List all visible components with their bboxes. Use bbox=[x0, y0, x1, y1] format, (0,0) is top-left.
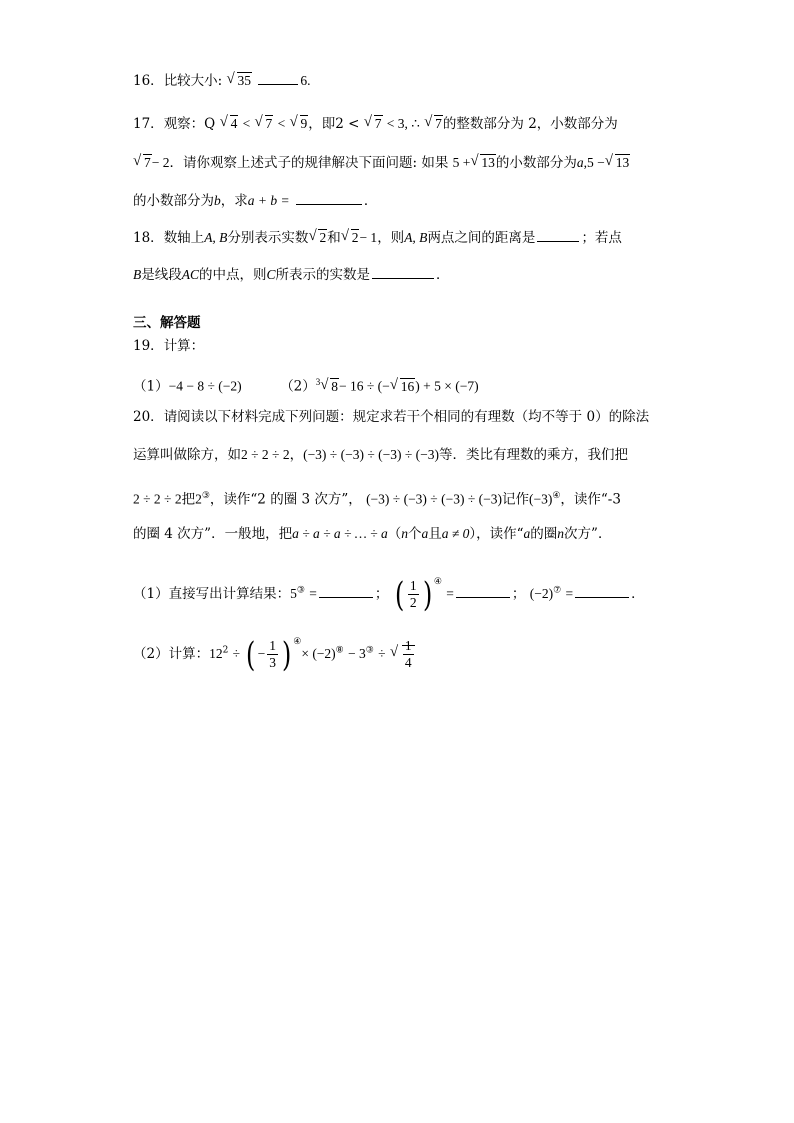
question-17-line1: 17．观察：Q √ 4 < √ 7 < √ 9，即2 < √ 7 < 3, ∴ √ 7的整数部分为 2，小数部分为 bbox=[133, 113, 618, 135]
q16-number: 16． bbox=[133, 73, 164, 89]
sqrt-symbol: √ 16 bbox=[391, 376, 416, 398]
question-17-line2: √ 7− 2．请你观察上述式子的规律解决下面问题: 如果 5 +√ 13的小数部分为a,5 −√ 13 bbox=[133, 152, 630, 174]
question-19-parts: （1）−4 − 8 ÷ (−2) $(2)^3√$ 8− 16 ÷ (−√ 16) + 5 × (−7) bbox=[133, 371, 479, 398]
sqrt-symbol: √ 7 bbox=[365, 113, 383, 135]
answer-blank[interactable] bbox=[258, 70, 298, 85]
fraction: $\frac{1}{3}$ bbox=[269, 638, 276, 670]
question-20-part1: （1）直接写出计算结果：5③ = ； ( $\frac{1}{2}$ ) ④ = ； (−2)⑦ = ． bbox=[133, 574, 645, 615]
sqrt-symbol: √ 2 bbox=[309, 227, 327, 249]
answer-blank[interactable] bbox=[537, 227, 579, 242]
section-heading: 三、解答题 bbox=[133, 315, 201, 331]
question-20-line1: 20．请阅读以下材料完成下列问题：规定求若干个相同的有理数（均不等于 0）的除法 bbox=[133, 409, 650, 425]
question-20-line4: 的圈 4 次方”．一般地，把a ÷ a ÷ a ÷ … ÷ a（n个a且a ≠ 0），读作“a的圈n次方”． bbox=[133, 526, 612, 542]
question-18-line1: 18．数轴上A, B分别表示实数√ 2和√ 2− 1，则A, B两点之间的距离是 ；若点 bbox=[133, 227, 622, 249]
cube-root-symbol: √ 8 bbox=[321, 376, 339, 398]
sqrt-symbol: √ 13 bbox=[606, 152, 631, 174]
q16-text: 比较大小: bbox=[163, 73, 223, 89]
sqrt-symbol: √ 2 bbox=[342, 227, 360, 249]
sqrt-symbol: √ 7 bbox=[425, 113, 443, 135]
sqrt-symbol: √ 4 bbox=[221, 113, 239, 135]
answer-blank[interactable] bbox=[296, 190, 362, 205]
answer-blank[interactable] bbox=[575, 583, 629, 598]
sqrt-symbol: √ 35 bbox=[228, 70, 253, 92]
fraction: $\frac{1}{2}$ bbox=[409, 578, 417, 610]
answer-blank[interactable] bbox=[456, 583, 510, 598]
sqrt-symbol: √ 13 bbox=[471, 152, 496, 174]
answer-blank[interactable] bbox=[372, 264, 434, 279]
question-16: 16．比较大小: √ 35 6. bbox=[133, 70, 310, 92]
question-17-line3: 的小数部分为b，求a + b = ． bbox=[133, 190, 377, 212]
question-19: 19．计算： bbox=[133, 338, 205, 354]
sqrt-symbol: √ $\frac{1}{4}$ bbox=[391, 632, 415, 676]
question-20-line2: 运算叫做除方，如2 ÷ 2 ÷ 2，(−3) ÷ (−3) ÷ (−3) ÷ (−3)等．类比有理数的乘方，我们把 bbox=[133, 447, 628, 463]
sqrt-symbol: √ 7 bbox=[134, 152, 152, 174]
question-20-line3: 2 ÷ 2 ÷ 2把2③，读作“2 的圈 3 次方”， (−3) ÷ (−3) ÷ (−3) ÷ (−3)记作(−3)④，读作“-3 bbox=[133, 491, 621, 508]
question-20-part2: （2）计算：$12^2$ ÷ ( − $\frac{1}{3}$ ) ④× (−2)⑧ − 3③ ÷ √ $\frac{1}{4}$ bbox=[133, 620, 415, 676]
answer-blank[interactable] bbox=[319, 583, 373, 598]
question-18-line2: B是线段AC的中点，则C所表示的实数是 ． bbox=[133, 264, 450, 286]
sqrt-symbol: √ 7 bbox=[256, 113, 274, 135]
sqrt-symbol: √ 9 bbox=[291, 113, 309, 135]
